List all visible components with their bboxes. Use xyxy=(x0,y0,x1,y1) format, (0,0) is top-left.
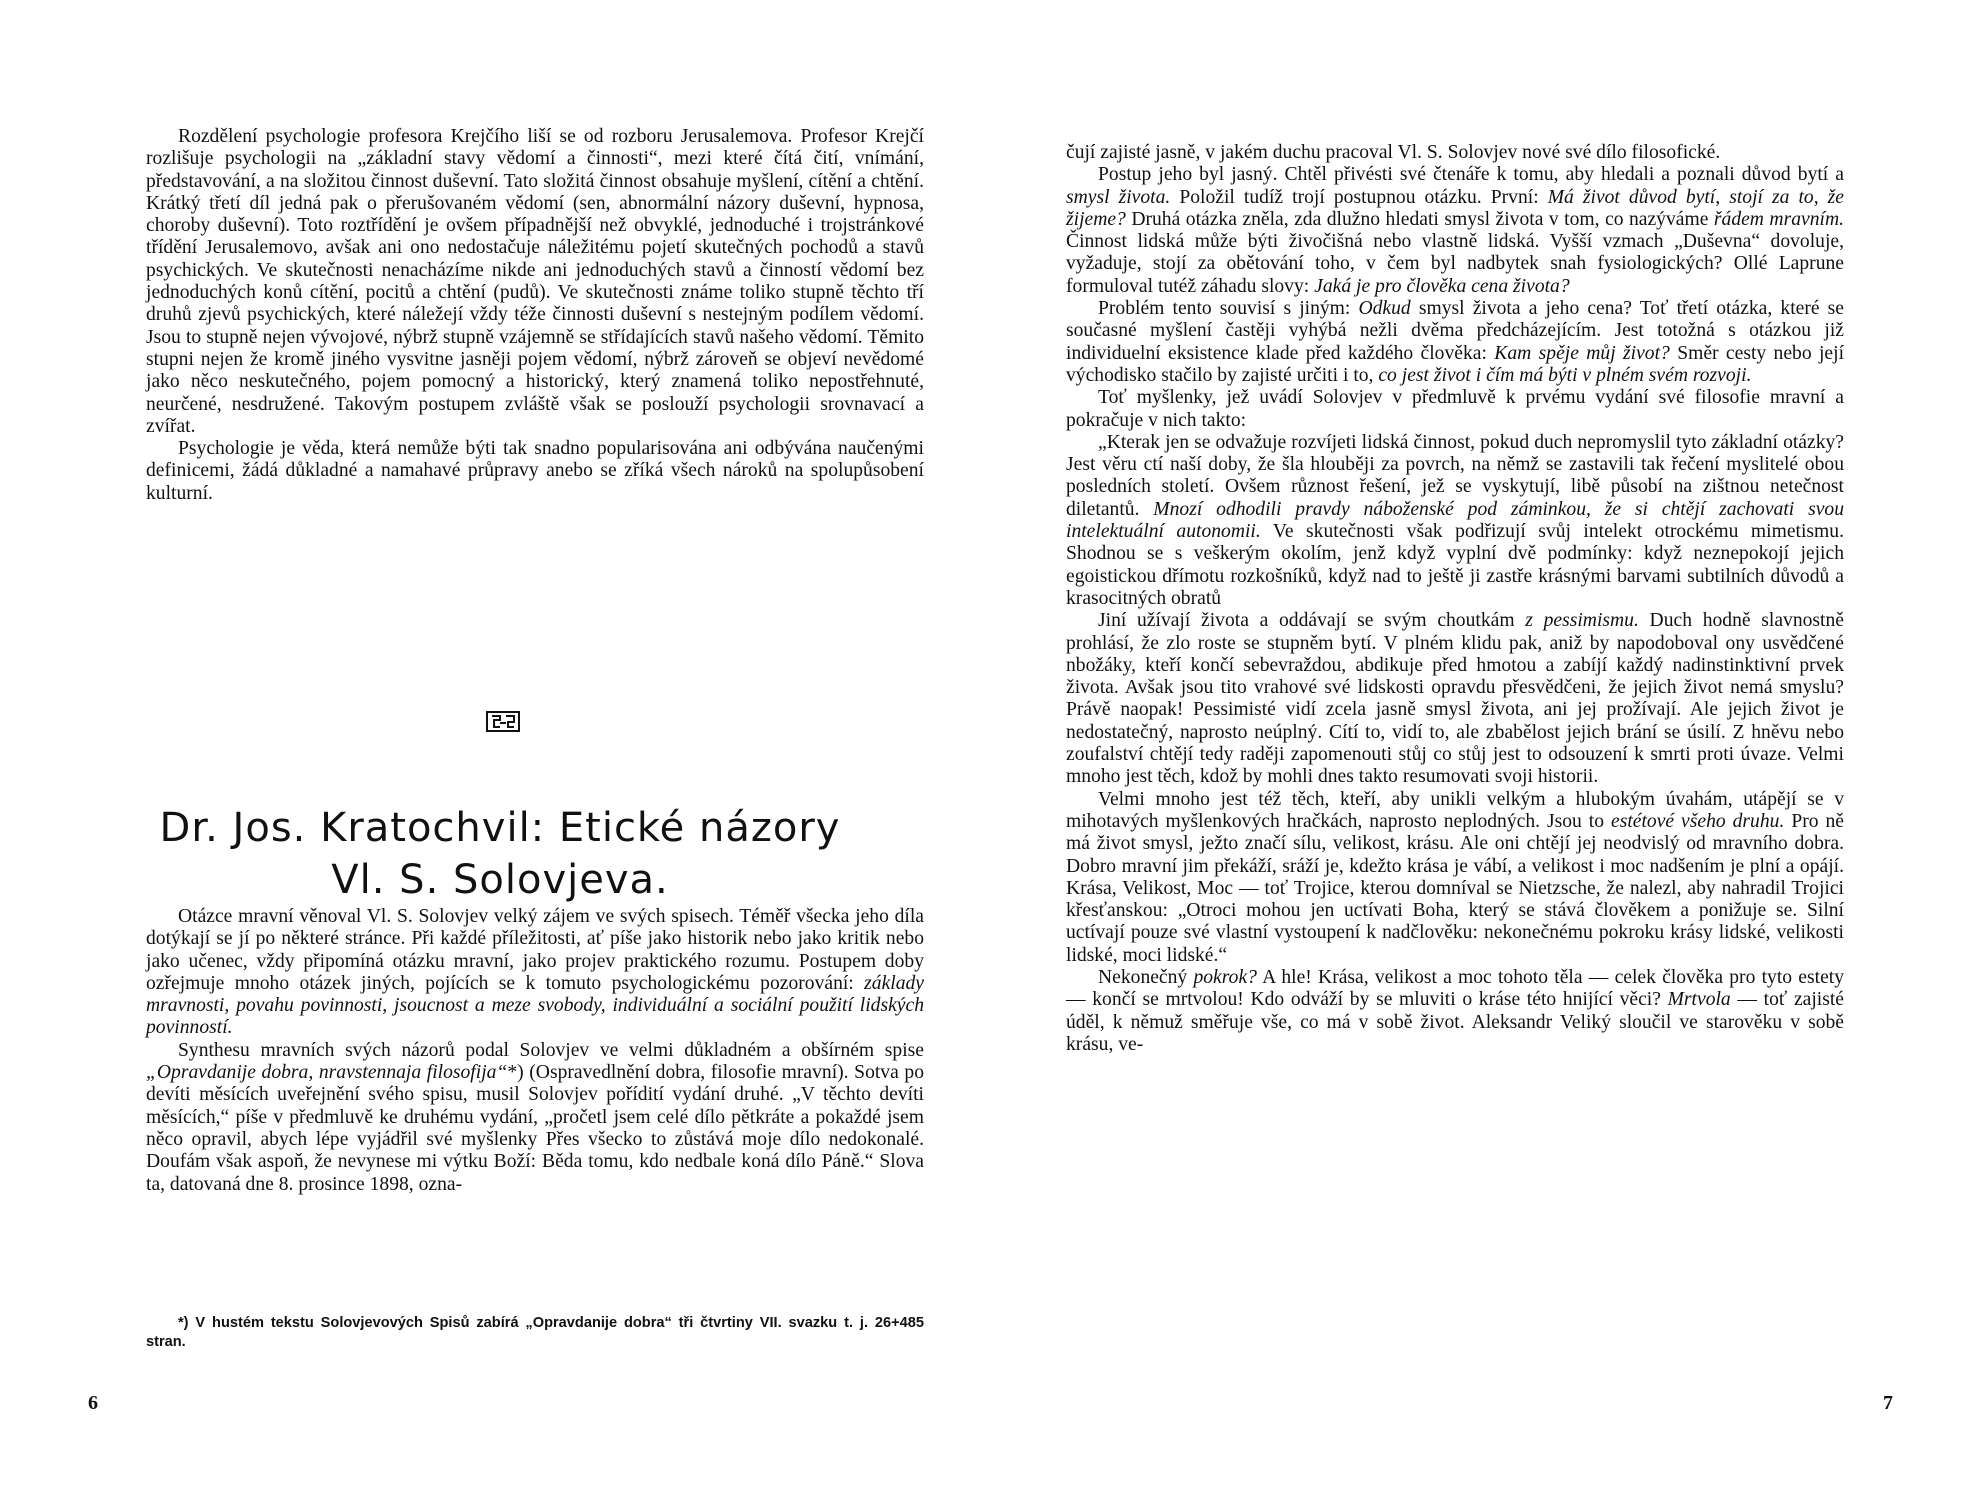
text-run: A hle! Krása, velikost a moc tohoto těla — celek člověka pro tyto estety — končí se mrtvolou! Kdo odváží by se mluviti o kráse této hnijící věci? xyxy=(1066,966,1845,1011)
text-run: Postup jeho byl jasný. Chtěl přivésti své čtenáře k tomu, aby hledali a poznali důvod bytí a xyxy=(1098,164,1844,186)
paragraph xyxy=(1066,164,1844,298)
paragraph: Rozdělení psychologie profesora Krejčího liší se od rozboru Jerusalemova. Profesor Krejčí rozlišuje psychologii na „základní stavy vědomí a činnosti“, mezi které čítá čití, vnímání, představování, a na složitou činnost duševní. Tato složitá činnost obsahuje myšlení, cítění a chtění. Krátký třetí díl jedná pak o přerušovaném vědomí (sen, abnormální názory duševní, hypnosa, choroby duševní). Toto roztřídění je ovšem případnější než obvyklé, jednoduché i trojstránkové třídění Jerusalemovo, avšak ani ono nedostačuje náležitému pojetí skutečných pochodů a stavů psychických. Ve skutečnosti nenacházíme nikde ani jednoduchých stavů a činností vědomí bez jednoduchých konů cítění, pocitů a chtění (pudů). Ve skutečnosti známe toliko stupně těchto tří druhů zjevů psychických, které náležejí vždy téže činnosti duševní s nestejným podílem vědomí. Jsou to stupně nejen vývojové, nýbrž stupně vzájemně se střídajících stavů našeho vědomí. Těmito stupni nejen že kromě jiného vysvitne jasněji pojem vědomí, nýbrž zároveň se objeví nevědomé jako něco neskutečného, pojem pomocný a historický, který znamená toliko nepostřehnuté, neurčené, nesdružené. Takovým postupem zvláště však se poslouží psychologii srovnavací a zvířat. xyxy=(146,126,924,437)
right-column xyxy=(1066,142,1844,1056)
text-run: Směr cesty nebo její východisko stačilo by zajisté určiti i to, xyxy=(1066,342,1845,386)
paragraph xyxy=(1066,432,1844,610)
text-run: Duch hodně slavnostně prohlásí, že zlo roste se stupněm bytí. V plném klidu pak, aniž by napodoboval ony usvědčené nbožáky, kteří končí sebevraždou, abdikuje před hmotou a zabíjí každý nadinstinktivní prvek života. Avšak jsou tito vrahové své lidskosti opravdu přesvědčeni, že jejich život nemá smyslu? Právě naopak! Pessimisté vidí zcela jasně smysl života, ani jej prožívají. Ale jejich život je nedostatečný, naprosto neúplný. Cítí to, vidí to, ale zbabělost jejich brání se úsilí. Z hněvu nebo zoufalství chtějí tedy raději zapomenouti stůj co stůj jest to odsouzení k smrti proti úvaze. Velmi mnoho jest těch, kdož by mohli dnes takto resumovati svoji historii. xyxy=(1066,610,1844,788)
text-run: „Kterak jen se odvažuje rozvíjeti lidská činnost, pokud duch nepromyslil tyto základní otázky? Jest věru ctí naší doby, že šla hlouběji za povrch, na němž se zastavili tak řečení myslitelé obou posledních století. Ovšem různost řešení, jež se vyskytují, libě působí na zištnou netečnost diletantů. xyxy=(1066,431,1844,520)
text-run: *) (Ospravedlnění dobra, filosofie mravní). Sotva po devíti měsících uveřejnění svého spisu, musil Solovjev pořídití vydání druhé. „V těchto devíti měsících,“ píše v předmluvě ke druhému vydání, „pročetl jsem celé dílo pětkráte a pokaždé jsem něco opravil, abych lépe vyjádřil své myšlenky Přes všecko to zůstává moje dílo nedokonalé. Doufám však aspoň, že nevynese mi výtku Boží: Běda tomu, kdo nedbale koná dílo Páně.“ Slova ta, datovaná dne 8. prosince 1898, ozna- xyxy=(146,1062,924,1195)
paragraph xyxy=(1066,789,1844,967)
text-run: Pro ně má život smysl, ježto značí sílu, velikost, krásu. Ale oni chtějí jej neodvislý od mravního dobra. Dobro mravní jim překáží, sráží je, kdežto krása je vábí, a velikost i moc nadšením je plní a opájí. Krása, Velikost, Moc — toť Trojice, kterou domníval se Nietzsche, že nalezl, aby nahradil Trojici křesťanskou: „Otroci mohou jen uctívati Boha, který se stává člověkem a ponižuje se. Silní uctívají pouze své vlastní vystoupení k nadčlověku: nekonečnému pokroku krásy lidské, velikosti lidské, moci lidské.“ xyxy=(1066,810,1844,966)
italic-run: co jest život i čím má býti v plném svém rozvoji. xyxy=(1378,364,1752,386)
text-run: Synthesu mravních svých názorů podal Solovjev ve velmi důkladném a obšírném spise xyxy=(178,1039,924,1061)
italic-run: Mnozí odhodili pravdy náboženské pod záminkou, že si chtějí zachovati svou intelektuální autonomii. xyxy=(1066,498,1844,543)
italic-run: řádem mravním. xyxy=(1713,208,1844,230)
text-run: Druhá otázka zněla, zda dlužno hledati smysl života v tom, co nazýváme xyxy=(1125,208,1714,230)
italic-run: Má život důvod bytí, stojí za to, že žijeme? xyxy=(1066,186,1844,230)
page-number: 6 xyxy=(88,1392,98,1414)
article-heading-line: Dr. Jos. Kratochvil: Etické názory xyxy=(159,805,841,851)
italic-run: „Opravdanije dobra, nravstennaja filosofija“ xyxy=(146,1062,508,1084)
paragraph: Toť myšlenky, jež uvádí Solovjev v předmluvě k prvému vydání své filosofie mravní a pokračuje v nich takto: xyxy=(1066,387,1844,431)
italic-run: základy mravnosti, povahu povinnosti, jsoucnost a meze svobody, individuální a sociální použití lidských povinností. xyxy=(146,972,924,1039)
italic-run: z pessimismu. xyxy=(1525,610,1639,632)
paragraph xyxy=(1066,610,1844,788)
article-heading xyxy=(150,802,850,906)
right-page xyxy=(985,0,1970,1500)
text-run: Položil tudíž trojí postupnou otázku. První: xyxy=(1170,186,1548,208)
footnote: *) V hustém tekstu Solovjevových Spisů zabírá „Opravdanije dobra“ tři čtvrtiny VII. svazku t. j. 26+485 stran. xyxy=(146,1315,924,1350)
left-column-top xyxy=(146,126,924,505)
paragraph xyxy=(146,1040,924,1196)
text-run: Otázce mravní věnoval Vl. S. Solovjev velký zájem ve svých spisech. Téměř všecka jeho díla dotýkají se jí po některé stránce. Při každé příležitosti, ať píše jako historik nebo jako kritik nebo jako učenec, vždy připomíná otázku mravní, jako projev praktického rozumu. Postupem doby ozřejmuje mnoho otázek jiných, pojících se k tomuto psychologickému pozorování: xyxy=(146,906,924,994)
text-run: — toť zajisté úděl, k němuž směřuje vše, co má v sobě život. Aleksandr Veliký sloučil ve starověku v sobě krásu, ve- xyxy=(1066,989,1844,1055)
text-run: smysl života a jeho cena? Toť třetí otázka, které se současné myšlení častěji vyhýbá nežli dvěma předcházejícím. Jest totožná s otázkou již individuelní eksistence klade před každého člověka: xyxy=(1066,298,1844,364)
paragraph xyxy=(146,906,924,1040)
text-run: Jiní užívají života a oddávají se svým choutkám xyxy=(1098,610,1526,632)
italic-run: Jaká je pro člověka cena života? xyxy=(1314,275,1570,297)
article-heading-line: Vl. S. Solovjeva. xyxy=(331,857,669,903)
paragraph: Psychologie je věda, která nemůže býti tak snadno popularisována ani odbývána naučenými definicemi, žádá důkladné a namahavé průpravy anebo se zříká všech nároků na spolupůsobení kulturní. xyxy=(146,438,924,504)
italic-run: Odkud xyxy=(1358,298,1411,320)
text-run: Velmi mnoho jest též těch, kteří, aby unikli velkým a hlubokým úvahám, utápějí se v mihotavých myšlenkových hračkách, naprosto neplodných. Jsou to xyxy=(1066,788,1844,832)
italic-run: estétové všeho druhu. xyxy=(1611,810,1785,832)
text-run: Ve skutečnosti však podřizují svůj intelekt otrockému mimetismu. Shodnou se s veškerým okolím, jenž když vyplní dvě podmínky: když neznepokojí jejich egoistickou dřímotu rozkošníků, když nad to ještě ji zastře krásnými barvami subtilních důvodů a krasocitných obratů xyxy=(1066,521,1844,609)
italic-run: pokrok? xyxy=(1193,966,1257,988)
text-run: Problém tento souvisí s jiným: xyxy=(1098,298,1359,320)
text-run: Nekonečný xyxy=(1098,966,1194,988)
printer-ornament-icon xyxy=(486,711,520,732)
paragraph: čují zajisté jasně, v jakém duchu pracoval Vl. S. Solovjev nové své dílo filosofické. xyxy=(1066,142,1721,163)
italic-run: Kam spěje můj život? xyxy=(1494,342,1670,364)
page-number: 7 xyxy=(1883,1392,1893,1414)
italic-run: smysl života. xyxy=(1066,186,1171,208)
left-column-article xyxy=(146,906,924,1196)
italic-run: Mrtvola xyxy=(1667,989,1731,1011)
paragraph xyxy=(1066,298,1844,387)
paragraph xyxy=(1066,967,1844,1056)
text-run: Činnost lidská může býti živočišná nebo vlastně lidská. Vyšší vzmach „Duševna“ dovoluje, vyžaduje, stojí za obětování toho, v čem byl nadbytek snah fysiologických? Ollé Laprune formuloval tutéž záhadu slovy: xyxy=(1066,231,1844,297)
